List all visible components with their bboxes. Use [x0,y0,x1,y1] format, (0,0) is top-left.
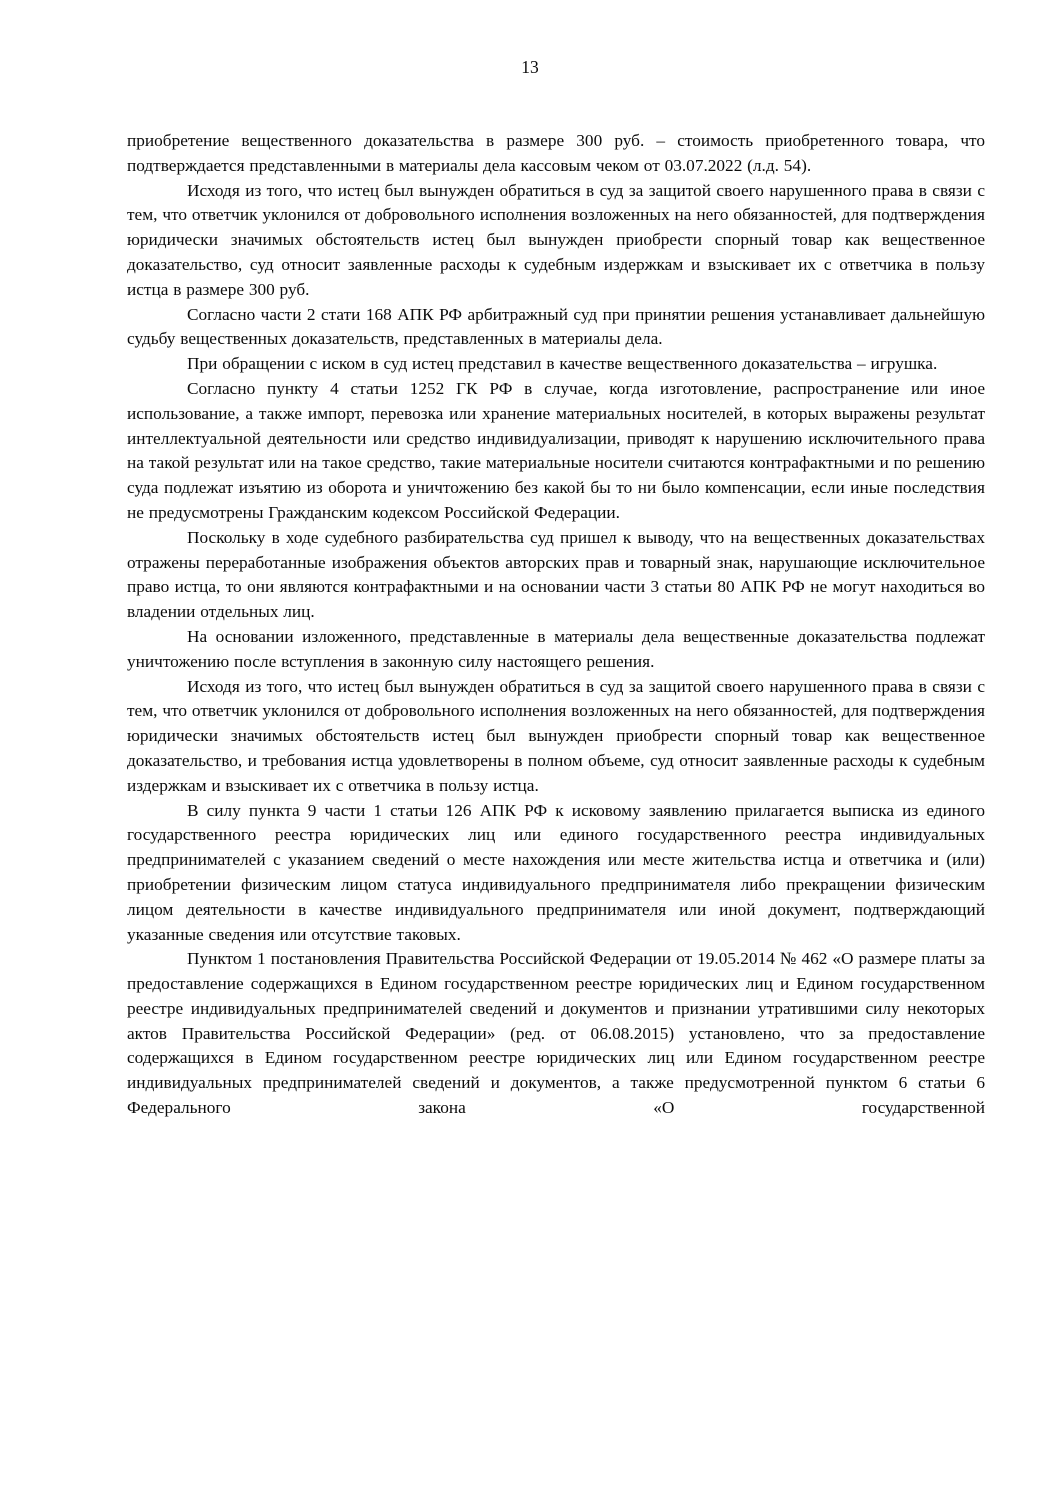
paragraph: Согласно пункту 4 статьи 1252 ГК РФ в случае, когда изготовление, распространение или иное использование, а также импорт, перевозка или хранение материальных носителей, в которых выражены результат интеллектуальной деятельности или средство индивидуализации, приводят к нарушению исключительного права на такой результат или на такое средство, такие материальные носители считаются контрафактными и по решению суда подлежат изъятию из оборота и уничтожению без какой бы то ни было компенсации, если иные последствия не предусмотрены Гражданским кодексом Российской Федерации. [127,378,985,522]
paragraph-continuation: приобретение вещественного доказательства в размере 300 руб. – стоимость приобретенного товара, что подтверждается представленными в материалы дела кассовым чеком от 03.07.2022 (л.д. 54). [127,131,985,175]
page-number: 13 [521,57,539,77]
paragraph: Исходя из того, что истец был вынужден обратиться в суд за защитой своего нарушенного права в связи с тем, что ответчик уклонился от добровольного исполнения возложенных на него обязанностей, для подтверждения юридически значимых обстоятельств истец был вынужден приобрести спорный товар как вещественное доказательство, и требования истца удовлетворены в полном объеме, суд относит заявленные расходы к судебным издержкам и взыскивает их с ответчика в пользу истца. [127,676,985,795]
paragraph: На основании изложенного, представленные в материалы дела вещественные доказательства подлежат уничтожению после вступления в законную силу настоящего решения. [127,626,985,671]
paragraph: В силу пункта 9 части 1 статьи 126 АПК РФ к исковому заявлению прилагается выписка из единого государственного реестра юридических лиц или единого государственного реестра индивидуальных предпринимателей с указанием сведений о месте нахождения или месте жительства истца и ответчика и (или) приобретении физическим лицом статуса индивидуального предпринимателя либо прекращении физическим лицом деятельности в качестве индивидуального предпринимателя или иной документ, подтверждающий указанные сведения или отсутствие таковых. [127,800,985,944]
paragraph: Согласно части 2 стати 168 АПК РФ арбитражный суд при принятии решения устанавливает дальнейшую судьбу вещественных доказательств, представленных в материалы дела. [127,304,985,349]
paragraph-cut-off: Пунктом 1 постановления Правительства Российской Федерации от 19.05.2014 № 462 «О размере платы за предоставление содержащихся в Едином государственном реестре юридических лиц и Едином государственном реестре индивидуальных предпринимателей сведений и документов и признании утратившими силу некоторых актов Правительства Российской Федерации» (ред. от 06.08.2015) установлено, что за предоставление содержащихся в Едином государственном реестре юридических лиц или Едином государственном реестре индивидуальных предпринимателей сведений и документов, а также предусмотренной пунктом 6 статьи 6 Федерального закона «О государственной [127,949,985,1118]
paragraph: Исходя из того, что истец был вынужден обратиться в суд за защитой своего нарушенного права в связи с тем, что ответчик уклонился от добровольного исполнения возложенных на него обязанностей, для подтверждения юридически значимых обстоятельств истец был вынужден приобрести спорный товар как вещественное доказательство, суд относит заявленные расходы к судебным издержкам и взыскивает их с ответчика в пользу истца в размере 300 руб. [127,180,985,299]
paragraph: Поскольку в ходе судебного разбирательства суд пришел к выводу, что на вещественных доказательствах отражены переработанные изображения объектов авторских прав и товарный знак, нарушающие исключительное право истца, то они являются контрафактными и на основании части 3 статьи 80 АПК РФ не могут находиться во владении отдельных лиц. [127,527,985,622]
document-body [127,129,985,1121]
paragraph: При обращении с иском в суд истец представил в качестве вещественного доказательства – игрушка. [187,354,938,374]
